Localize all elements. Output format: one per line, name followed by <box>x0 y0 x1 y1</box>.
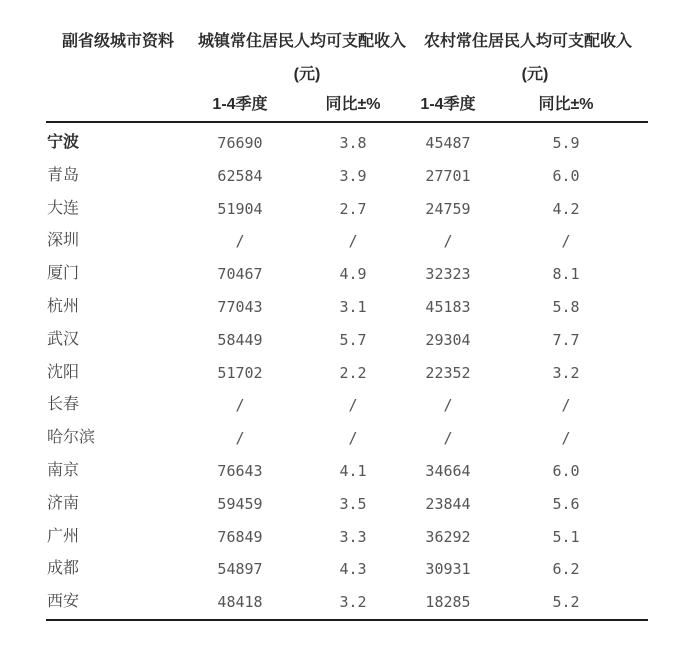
city-name: 大连 <box>47 199 80 217</box>
city-name: 厦门 <box>47 265 80 283</box>
value-cell: 76849 <box>217 527 263 546</box>
row-header-label: 副省级城市资料 <box>62 33 175 50</box>
value-cell: 76690 <box>217 134 263 152</box>
row-spacer <box>634 553 648 586</box>
sub-header-empty <box>46 95 172 115</box>
row-spacer <box>634 521 648 554</box>
row-spacer <box>634 291 648 324</box>
value-cell: 3.2 <box>339 593 367 612</box>
row-spacer <box>634 225 648 258</box>
row-spacer <box>634 389 648 422</box>
value-cell: 54897 <box>217 560 263 579</box>
table-row <box>46 127 648 160</box>
value-cell: / <box>348 429 358 448</box>
value-cell: / <box>561 232 571 251</box>
value-cell: 58449 <box>217 330 263 349</box>
city-name: 济南 <box>47 494 80 512</box>
sub-header-urban-quarter: 1-4季度 <box>212 96 268 113</box>
value-cell: 3.5 <box>339 494 367 513</box>
value-cell: / <box>348 232 358 251</box>
value-cell: 7.7 <box>552 330 580 349</box>
table-row <box>46 422 648 455</box>
city-name: 沈阳 <box>47 363 80 381</box>
value-cell: 5.1 <box>552 527 580 546</box>
value-cell: 3.1 <box>339 297 367 316</box>
table-row <box>46 389 648 422</box>
city-name: 南京 <box>47 461 80 479</box>
value-cell: 29304 <box>425 330 471 349</box>
value-cell: 51904 <box>217 199 263 218</box>
income-table <box>46 25 648 621</box>
value-cell: / <box>443 396 453 415</box>
value-cell: 70467 <box>217 265 263 284</box>
value-cell: / <box>348 396 358 415</box>
value-cell: 23844 <box>425 494 471 513</box>
row-spacer <box>634 193 648 226</box>
table-row <box>46 324 648 357</box>
row-spacer <box>634 488 648 521</box>
row-spacer <box>634 357 648 390</box>
value-cell: 30931 <box>425 560 471 579</box>
table-row <box>46 521 648 554</box>
value-cell: 34664 <box>425 461 471 480</box>
value-cell: / <box>561 396 571 415</box>
value-cell: 6.0 <box>552 166 580 185</box>
value-cell: 36292 <box>425 527 471 546</box>
value-cell: 24759 <box>425 199 471 218</box>
rural-income-group-title: 农村常住居民人均可支配收入 <box>423 33 633 50</box>
rural-income-unit-label: (元) <box>521 66 549 83</box>
value-cell: 4.3 <box>339 560 367 579</box>
value-cell: 5.9 <box>552 134 580 152</box>
value-cell: 3.9 <box>339 166 367 185</box>
value-cell: 32323 <box>425 265 471 284</box>
city-name: 西安 <box>47 593 80 611</box>
value-cell: / <box>443 429 453 448</box>
table-row <box>46 357 648 390</box>
value-cell: 45487 <box>425 134 471 152</box>
city-name: 哈尔滨 <box>47 429 96 447</box>
city-name: 广州 <box>47 527 80 545</box>
value-cell: 2.7 <box>339 199 367 218</box>
value-cell: 5.2 <box>552 593 580 612</box>
value-cell: 76643 <box>217 461 263 480</box>
value-cell: 77043 <box>217 297 263 316</box>
urban-income-group-title: 城镇常住居民人均可支配收入 <box>197 33 407 50</box>
city-name: 成都 <box>47 560 80 578</box>
table-row <box>46 160 648 193</box>
sub-header-spacer <box>634 95 648 115</box>
value-cell: 4.2 <box>552 199 580 218</box>
table-row <box>46 488 648 521</box>
value-cell: 6.0 <box>552 461 580 480</box>
value-cell: 8.1 <box>552 265 580 284</box>
value-cell: 27701 <box>425 166 471 185</box>
table-row <box>46 553 648 586</box>
row-spacer <box>634 324 648 357</box>
value-cell: 3.2 <box>552 363 580 382</box>
value-cell: / <box>235 429 245 448</box>
table-body <box>46 123 648 621</box>
city-name: 宁波 <box>47 134 80 151</box>
value-cell: / <box>561 429 571 448</box>
city-name: 青岛 <box>47 166 80 184</box>
value-cell: 59459 <box>217 494 263 513</box>
urban-income-unit-label: (元) <box>293 66 321 83</box>
value-cell: / <box>443 232 453 251</box>
table-row <box>46 455 648 488</box>
value-cell: 2.2 <box>339 363 367 382</box>
value-cell: 3.8 <box>339 134 367 152</box>
value-cell: 62584 <box>217 166 263 185</box>
city-name: 长春 <box>47 396 80 414</box>
row-spacer <box>634 455 648 488</box>
row-spacer <box>634 127 648 160</box>
table-header <box>46 25 648 123</box>
table-row <box>46 193 648 226</box>
value-cell: 6.2 <box>552 560 580 579</box>
table-row <box>46 586 648 619</box>
table-row <box>46 258 648 291</box>
value-cell: 3.3 <box>339 527 367 546</box>
sub-header-row <box>46 95 648 115</box>
sub-header-rural-quarter: 1-4季度 <box>420 96 476 113</box>
value-cell: 4.1 <box>339 461 367 480</box>
sub-header-rural-yoy: 同比±% <box>538 96 594 113</box>
value-cell: 51702 <box>217 363 263 382</box>
value-cell: 5.6 <box>552 494 580 513</box>
value-cell: 48418 <box>217 593 263 612</box>
value-cell: 45183 <box>425 297 471 316</box>
value-cell: 4.9 <box>339 265 367 284</box>
value-cell: / <box>235 232 245 251</box>
value-cell: 5.8 <box>552 297 580 316</box>
value-cell: 22352 <box>425 363 471 382</box>
value-cell: 18285 <box>425 593 471 612</box>
table-row <box>46 291 648 324</box>
value-cell: / <box>235 396 245 415</box>
table-row <box>46 225 648 258</box>
row-spacer <box>634 422 648 455</box>
row-spacer <box>634 258 648 291</box>
row-spacer <box>634 160 648 193</box>
city-name: 深圳 <box>47 232 80 250</box>
city-name: 武汉 <box>47 330 80 348</box>
city-name: 杭州 <box>47 297 80 315</box>
row-spacer <box>634 586 648 619</box>
sub-header-urban-yoy: 同比±% <box>325 96 381 113</box>
value-cell: 5.7 <box>339 330 367 349</box>
